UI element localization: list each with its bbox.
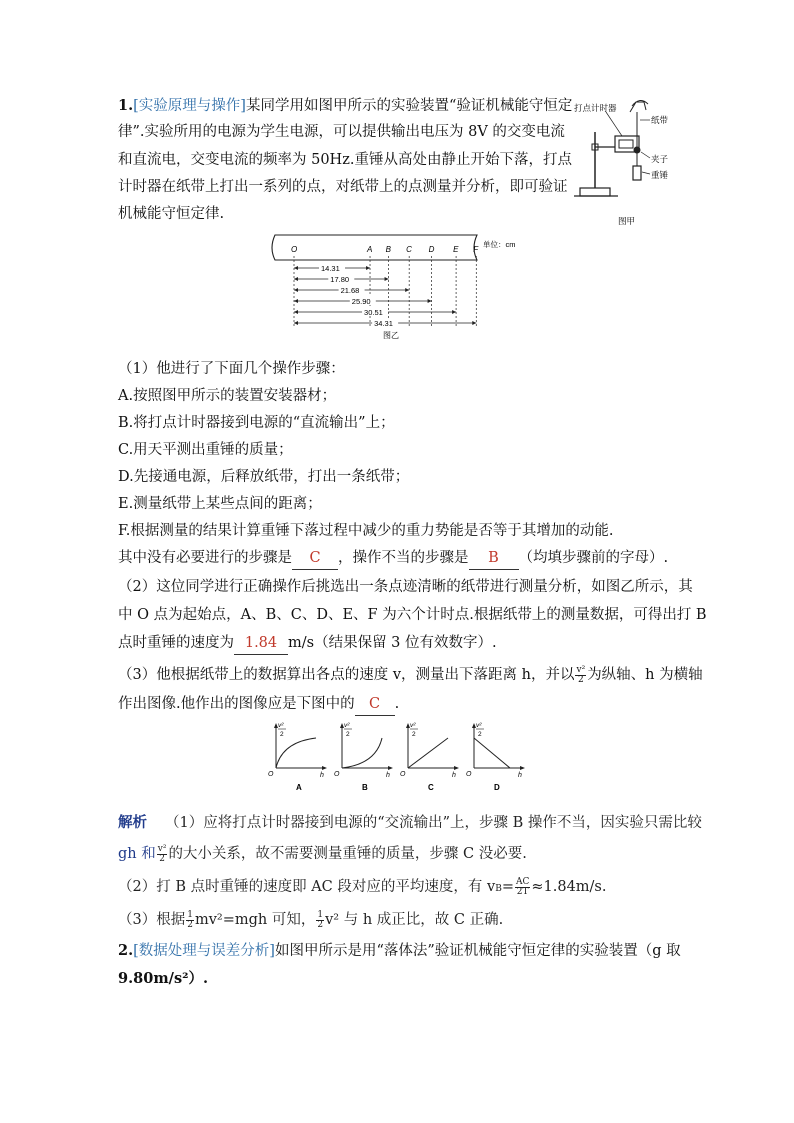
tape-point-d: D [428, 245, 435, 254]
step-c: C.用天平测出重锤的质量； [118, 442, 293, 458]
q1-intro-line-5: 机械能守恒定律. [118, 206, 225, 222]
x-axis-arrow [454, 766, 459, 770]
q1-intro-text-1: 某同学用如图甲所示的实验装置“验证机械能守恒定 [245, 98, 573, 114]
fraction-half-1 [186, 911, 194, 930]
frac-den: 2 [577, 674, 584, 685]
y-label-num: v² [476, 722, 482, 729]
frac-den: 2 [159, 853, 165, 864]
option-label-c: C [428, 783, 434, 792]
q1-intro-line-2: 律”.实验所用的电源为学生电源，可以提供输出电压为 8V 的交变电流 [118, 124, 565, 140]
graph-option-b [334, 722, 393, 792]
y-label-den: 2 [478, 731, 482, 738]
x-axis-arrow [388, 766, 393, 770]
solution-text-3c: ≈1.84m/s. [531, 879, 607, 895]
tape-unit: 单位：cm [483, 240, 516, 249]
dimension-label-6: 34.31 [374, 319, 393, 328]
graph-option-a [268, 722, 327, 792]
solution-line-1 [118, 812, 702, 834]
y-label-num: v² [344, 722, 350, 729]
answer-improper-step: B [469, 547, 519, 570]
q2-text-1: 如图甲所示是用“落体法”验证机械能守恒定律的实验装置（g 取 [274, 943, 681, 959]
weight-icon [633, 166, 641, 180]
frac-den: 2 [187, 919, 193, 930]
label-weight: 重锤 [651, 170, 669, 180]
q1-number: 1. [118, 97, 134, 114]
dimension-arrow [294, 266, 298, 270]
tape-point-f: F [473, 245, 479, 254]
tape-point-e: E [453, 245, 459, 254]
part2-line-3 [118, 632, 497, 655]
part1-answer-text-a: 其中没有必要进行的步骤是 [118, 550, 292, 566]
solution-line-4 [118, 909, 503, 931]
step-f: F.根据测量的结果计算重锤下落过程中减少的重力势能是否等于其增加的动能. [118, 523, 614, 539]
q2-number: 2. [118, 942, 134, 959]
option-graphs [262, 718, 532, 796]
step-d: D.先接通电源，后释放纸带，打出一条纸带； [118, 469, 410, 485]
solution-text-2a: gh 和 [118, 846, 156, 862]
q2-line-2: 9.80m/s²）. [118, 970, 209, 987]
frac-num: v² [157, 843, 167, 854]
label-timer: 打点计时器 [574, 103, 617, 113]
part2-line-1: （2）这位同学进行正确操作后挑选出一条点迹清晰的纸带进行测量分析，如图乙所示，其 [118, 579, 693, 595]
part3-line-1 [118, 664, 703, 686]
step-a: A.按照图甲所示的装置安装器材； [118, 388, 337, 404]
hand-outline-icon [630, 102, 646, 112]
dimension-arrow [385, 277, 389, 281]
dimension-label-4: 25.90 [351, 297, 371, 306]
part1-answer-text-c: （均填步骤前的字母）. [518, 550, 669, 566]
part1-title: （1）他进行了下面几个操作步骤： [118, 361, 345, 377]
solution-text-1: （1）应将打点计时器接到电源的“交流输出”上，步骤 B 操作不当，因实验只需比较 [165, 815, 702, 831]
y-label-den: 2 [346, 731, 350, 738]
fraction-v2-over-2-solution [157, 845, 168, 864]
x-label: h [386, 772, 390, 779]
q1-intro-line-1 [118, 95, 572, 117]
graph-curve [276, 738, 316, 768]
part1-answer-line [118, 547, 668, 570]
part3-text-d: . [394, 696, 400, 712]
dimension-label-3: 21.68 [340, 286, 360, 295]
origin-label: O [466, 771, 472, 778]
part3-text-a: （3）他根据纸带上的数据算出各点的速度 v，测量出下落距离 h，并以 [118, 667, 575, 683]
dimension-arrow [428, 299, 432, 303]
step-b: B.将打点计时器接到电源的“直流输出”上； [118, 415, 395, 431]
answer-unnecessary-step: C [292, 547, 338, 570]
part3-line-2 [118, 693, 399, 716]
origin-label: O [268, 771, 274, 778]
figure-jia-apparatus [570, 92, 680, 230]
graph-curve [342, 738, 382, 768]
tape-point-a: A [367, 245, 373, 254]
x-label: h [320, 772, 324, 779]
q2-line-1 [118, 940, 681, 962]
stand-base [580, 188, 610, 196]
tape-point-c: C [406, 245, 412, 254]
y-label-den: 2 [280, 731, 284, 738]
solution-text-3a: （2）打 B 点时重锤的速度即 AC 段对应的平均速度，有 v [118, 879, 496, 895]
q1-tag: [实验原理与操作] [133, 98, 246, 114]
step-e: E.测量纸带上某些点间的距离； [118, 496, 322, 512]
q1-intro-line-4: 计时器在纸带上打出一系列的点，对纸带上的点测量并分析，即可验证 [118, 179, 568, 195]
solution-sub-b: B [495, 884, 502, 894]
graph-option-d [466, 722, 525, 792]
y-label-num: v² [410, 722, 416, 729]
frac-den: 2 [317, 919, 324, 930]
solution-text-4c: v² 与 h 成正比，故 C 正确. [325, 912, 504, 928]
tape-dimensions [294, 263, 476, 328]
leader-timer [606, 112, 622, 136]
dimension-arrow [472, 321, 476, 325]
label-tape: 纸带 [651, 115, 669, 125]
q1-intro-line-3: 和直流电，交变电流的频率为 50Hz.重锤从高处由静止开始下落，打点 [118, 152, 572, 168]
dimension-arrow [452, 310, 456, 314]
frac-num: 1 [187, 909, 193, 920]
solution-line-3 [118, 876, 606, 900]
frac-num: AC [515, 876, 530, 887]
frac-num: v² [576, 664, 586, 675]
dimension-arrow [294, 299, 298, 303]
figure-yi-caption: 图乙 [383, 331, 399, 340]
solution-text-4a: （3）根据 [118, 912, 186, 928]
fraction-half-2 [316, 911, 324, 930]
graph-curve [408, 738, 448, 768]
figure-jia-caption: 图甲 [618, 216, 636, 226]
leader-clip [641, 152, 650, 158]
dimension-arrow [294, 288, 298, 292]
solution-equals: = [501, 879, 514, 895]
graph-option-c [400, 722, 459, 792]
dimension-label-1: 14.31 [321, 264, 340, 273]
solution-text-4b: mv²=mgh 可知， [194, 912, 316, 928]
option-label-d: D [494, 783, 500, 792]
dimension-arrow [294, 321, 298, 325]
timer-inner [619, 140, 633, 148]
dimension-arrow [366, 266, 370, 270]
x-label: h [518, 772, 522, 779]
dimension-arrow [294, 310, 298, 314]
part1-answer-text-b: ，操作不当的步骤是 [338, 550, 469, 566]
dimension-label-2: 17.80 [330, 275, 350, 284]
x-axis-arrow [520, 766, 525, 770]
x-axis-arrow [322, 766, 327, 770]
y-label-den: 2 [412, 731, 416, 738]
dimension-label-5: 30.51 [364, 308, 383, 317]
part3-text-b: 为纵轴、h 为横轴 [587, 667, 703, 683]
fraction-v2-over-2 [575, 666, 586, 685]
clip-icon [634, 147, 641, 154]
part2-text-a: 点时重锤的速度为 [118, 635, 234, 651]
fraction-ac-over-2t [515, 878, 530, 897]
answer-velocity-b: 1.84 [234, 632, 288, 655]
tape-outline [272, 235, 477, 260]
option-label-b: B [362, 783, 368, 792]
part2-line-2: 中 O 点为起始点，A、B、C、D、E、F 为六个计时点.根据纸带上的测量数据，可得出打 B [118, 607, 707, 623]
origin-label: O [400, 771, 406, 778]
y-label-num: v² [278, 722, 284, 729]
dimension-arrow [294, 277, 298, 281]
x-label: h [452, 772, 456, 779]
dimension-arrow [405, 288, 409, 292]
tape-point-b: B [385, 245, 391, 254]
solution-text-2b: 的大小关系，故不需要测量重锤的质量，步骤 C 没必要. [168, 846, 527, 862]
label-clip: 夹子 [651, 154, 669, 164]
solution-line-2 [118, 843, 527, 865]
q2-tag: [数据处理与误差分析] [133, 943, 275, 959]
leader-weight [642, 172, 650, 174]
part3-text-c: 作出图像.他作出的图像应是下图中的 [118, 696, 355, 712]
graph-curve [474, 738, 510, 768]
part2-text-b: m/s（结果保留 3 位有效数字）. [288, 635, 497, 651]
answer-graph: C [355, 693, 395, 716]
frac-den: 2T [516, 886, 529, 897]
origin-label: O [334, 771, 340, 778]
solution-label: 解析 [118, 814, 147, 831]
tape-point-o: O [291, 245, 298, 254]
option-label-a: A [296, 783, 302, 792]
figure-yi-tape [265, 232, 555, 344]
frac-num: 1 [317, 909, 324, 920]
